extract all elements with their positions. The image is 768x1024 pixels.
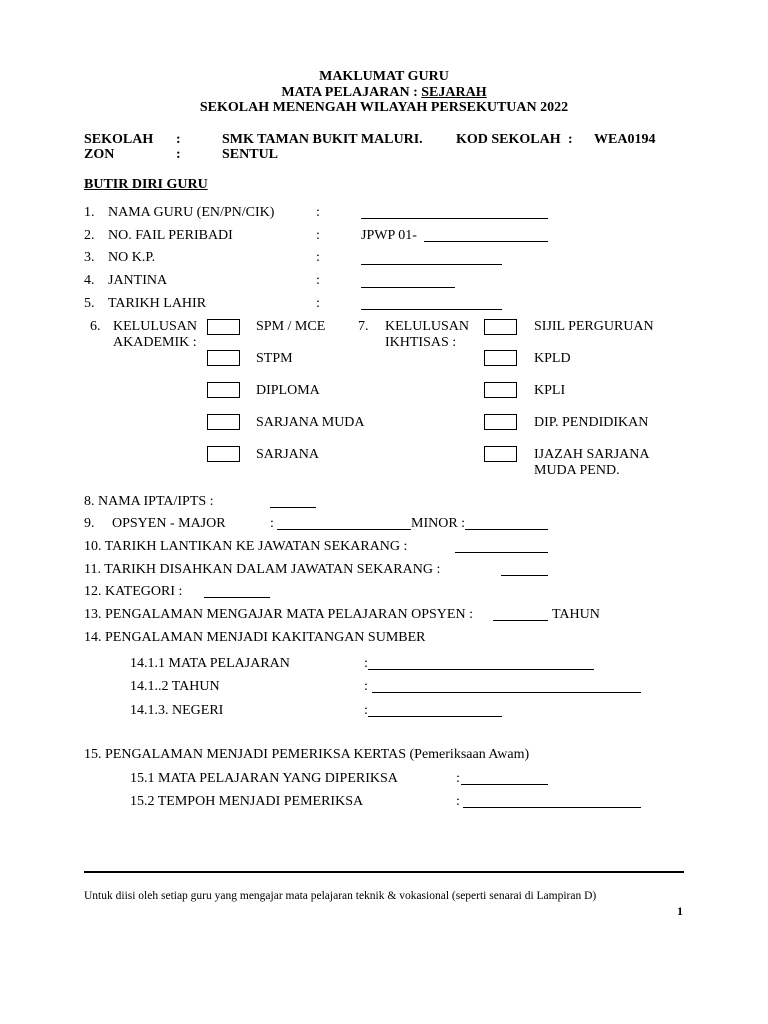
academic-option-spm: SPM / MCE <box>256 319 326 334</box>
form-title: MAKLUMAT GURU <box>319 69 449 84</box>
field-1-colon: : <box>316 205 320 220</box>
footer-divider <box>84 871 684 873</box>
academic-num: 6. <box>90 319 101 334</box>
page-number: 1 <box>677 904 683 918</box>
item-8-input-line[interactable] <box>270 507 316 508</box>
field-3-input-line[interactable] <box>361 264 502 265</box>
item-15-1-input-line[interactable] <box>461 784 548 785</box>
item-15-1-colon: : <box>456 771 460 786</box>
item-10-label: 10. TARIKH LANTIKAN KE JAWATAN SEKARANG : <box>84 539 408 554</box>
item-9-colon: : <box>270 516 274 531</box>
item-14-1-3-input-line[interactable] <box>368 716 502 717</box>
form-subtitle: SEKOLAH MENENGAH WILAYAH PERSEKUTUAN 2022 <box>199 100 569 115</box>
footnote: Untuk diisi oleh setiap guru yang mengajar mata pelajaran teknik & vokasional (seperti senarai di Lampiran D) <box>84 890 597 902</box>
professional-option-ijazah: IJAZAH SARJANA <box>534 447 650 462</box>
school-value: SMK TAMAN BUKIT MALURI. <box>222 132 423 147</box>
item-14-1-2-label: 14.1..2 TAHUN <box>130 679 220 694</box>
academic-option-diploma: DIPLOMA <box>256 383 320 398</box>
item-10-input-line[interactable] <box>455 552 548 553</box>
item-15-2-colon: : <box>456 794 460 809</box>
professional-checkbox-kpld[interactable] <box>484 350 517 366</box>
item-14-1-1-label: 14.1.1 MATA PELAJARAN <box>130 656 290 671</box>
subject-prefix: MATA PELAJARAN : <box>281 85 422 100</box>
academic-option-sarjana-muda: SARJANA MUDA <box>256 415 365 430</box>
item-9-minor-line[interactable] <box>465 529 548 530</box>
item-8-label: 8. NAMA IPTA/IPTS : <box>84 494 214 509</box>
item-12-input-line[interactable] <box>204 597 270 598</box>
field-4-input-line[interactable] <box>361 287 455 288</box>
item-15-2-input-line[interactable] <box>463 807 641 808</box>
professional-checkbox-dip[interactable] <box>484 414 517 430</box>
professional-option-ijazah-line2: MUDA PEND. <box>534 463 620 478</box>
school-code-colon: : <box>568 132 573 147</box>
field-5-input-line[interactable] <box>361 309 502 310</box>
school-colon: : <box>176 132 181 147</box>
academic-label: KELULUSAN <box>113 319 197 334</box>
item-13-label: 13. PENGALAMAN MENGAJAR MATA PELAJARAN OPSYEN : <box>84 607 473 622</box>
item-15-2-label: 15.2 TEMPOH MENJADI PEMERIKSA <box>130 794 364 809</box>
field-2-num: 2. <box>84 228 95 243</box>
professional-option-kpld: KPLD <box>534 351 571 366</box>
item-13-input-line[interactable] <box>493 620 548 621</box>
item-9-major-line[interactable] <box>277 529 411 530</box>
item-14-1-1-colon: : <box>364 656 368 671</box>
professional-checkbox-kpli[interactable] <box>484 382 517 398</box>
field-5-colon: : <box>316 296 320 311</box>
item-15-label: 15. PENGALAMAN MENJADI PEMERIKSA KERTAS (Pemeriksaan Awam) <box>84 747 530 762</box>
zone-label: ZON <box>84 147 115 162</box>
field-5-num: 5. <box>84 296 95 311</box>
academic-checkbox-sarjana-muda[interactable] <box>207 414 240 430</box>
field-4-label: JANTINA <box>108 273 168 288</box>
item-14-1-1-input-line[interactable] <box>368 669 594 670</box>
field-2-colon: : <box>316 228 320 243</box>
field-3-colon: : <box>316 250 320 265</box>
field-5-label: TARIKH LAHIR <box>108 296 207 311</box>
field-2-label: NO. FAIL PERIBADI <box>108 228 233 243</box>
item-15-1-label: 15.1 MATA PELAJARAN YANG DIPERIKSA <box>130 771 398 786</box>
field-2-prefix: JPWP 01- <box>361 228 417 243</box>
item-14-1-3-label: 14.1.3. NEGERI <box>130 703 224 718</box>
professional-num: 7. <box>358 319 369 334</box>
item-12-label: 12. KATEGORI : <box>84 584 183 599</box>
item-14-1-2-input-line[interactable] <box>372 692 641 693</box>
professional-label-2: IKHTISAS : <box>385 335 457 350</box>
professional-option-sijil: SIJIL PERGURUAN <box>534 319 654 334</box>
section-title: BUTIR DIRI GURU <box>84 177 208 192</box>
academic-label-2: AKADEMIK : <box>113 335 197 350</box>
academic-checkbox-stpm[interactable] <box>207 350 240 366</box>
item-13-unit: TAHUN <box>552 607 600 622</box>
zone-colon: : <box>176 147 181 162</box>
subject-value: SEJARAH <box>421 85 487 100</box>
field-1-input-line[interactable] <box>361 218 548 219</box>
professional-checkbox-ijazah[interactable] <box>484 446 517 462</box>
field-1-num: 1. <box>84 205 95 220</box>
item-14-1-3-colon: : <box>364 703 368 718</box>
academic-option-sarjana: SARJANA <box>256 447 320 462</box>
zone-value: SENTUL <box>222 147 279 162</box>
field-3-num: 3. <box>84 250 95 265</box>
professional-option-dip: DIP. PENDIDIKAN <box>534 415 649 430</box>
professional-option-kpli: KPLI <box>534 383 566 398</box>
item-14-1-2-colon: : <box>364 679 368 694</box>
academic-checkbox-spm[interactable] <box>207 319 240 335</box>
academic-checkbox-sarjana[interactable] <box>207 446 240 462</box>
field-4-colon: : <box>316 273 320 288</box>
subject-line <box>0 85 768 101</box>
item-11-label: 11. TARIKH DISAHKAN DALAM JAWATAN SEKARANG : <box>84 562 441 577</box>
item-9-minor-label: MINOR : <box>411 516 466 531</box>
field-1-label: NAMA GURU (EN/PN/CIK) <box>108 205 275 220</box>
school-label: SEKOLAH <box>84 132 154 147</box>
school-code-value: WEA0194 <box>594 132 656 147</box>
professional-label: KELULUSAN <box>385 319 469 334</box>
professional-checkbox-sijil[interactable] <box>484 319 517 335</box>
item-14-label: 14. PENGALAMAN MENJADI KAKITANGAN SUMBER <box>84 630 426 645</box>
item-11-input-line[interactable] <box>501 575 548 576</box>
field-2-input-line[interactable] <box>424 241 548 242</box>
academic-option-stpm: STPM <box>256 351 293 366</box>
field-3-label: NO K.P. <box>108 250 156 265</box>
academic-checkbox-diploma[interactable] <box>207 382 240 398</box>
item-9-label: OPSYEN - MAJOR <box>112 516 226 531</box>
field-4-num: 4. <box>84 273 95 288</box>
school-code-label: KOD SEKOLAH <box>456 132 561 147</box>
item-9-num: 9. <box>84 516 95 531</box>
